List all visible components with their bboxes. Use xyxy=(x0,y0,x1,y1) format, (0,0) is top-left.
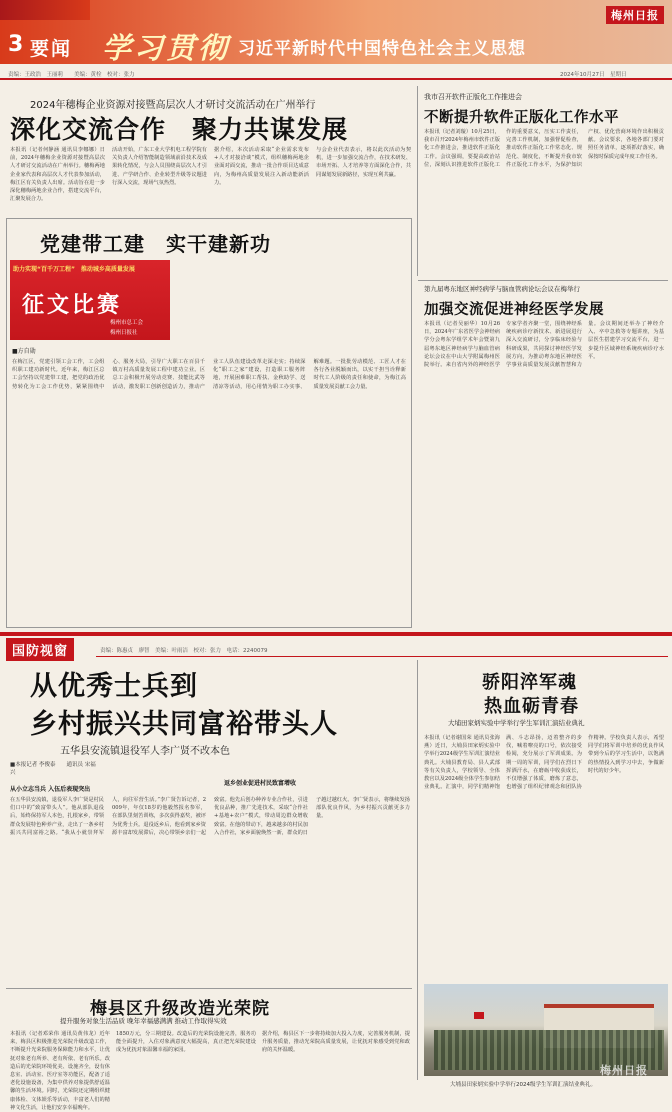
col-divider-bottom xyxy=(417,660,418,1080)
story1-title: 深化交流合作 聚力共谋发展 xyxy=(10,115,349,144)
defense-title-1: 从优秀士兵到 xyxy=(30,671,198,702)
story3-title: 加强交流促进神经医学发展 xyxy=(424,301,604,318)
page-number: 3 xyxy=(8,32,24,57)
defense-byline: ■本报记者 李俊泰 通讯员 宋福兴 xyxy=(10,762,96,776)
header-rule xyxy=(0,78,672,80)
party-banner-sub: 征文比赛 xyxy=(22,292,123,318)
section-name: 要闻 xyxy=(30,38,73,60)
story5-col2: 1850万元，分三期建设。改造后的光荣院设施完善，服务功能全面提升，入住对象满意度大幅提高，真正把光荣院建设成为优抚对象温馨幸福的家园。 xyxy=(116,1031,256,1054)
story5-top-rule xyxy=(6,988,412,989)
defense-rule xyxy=(96,656,668,657)
story4-body: 本报讯（记者谢国荣 通讯员张海燕）近日，大埔县田家炳实验中学举行2024级学生军训汇演结业典礼。大埔县教育局、县人武部等有关负责人，学校领导、全体教官以及2024级全体学生参加结业典礼。汇演中，同学们精神饱满、斗志昂扬，迈着整齐的步伐，喊着嘹亮的口号，依次接受检阅，充分展示了军训成果。为期一周的军训，同学们在烈日下挥洒汗水，在磨砺中收获成长，不仅增强了体质，磨炼了意志，也增强了组织纪律观念和团队协作精神。学校负责人表示，希望同学们将军训中培养的优良作风带到今后的学习生活中，以饱满的热情投入到学习中去，争做新时代的好少年。 xyxy=(424,735,664,791)
header-date: 2024年10月27日 星期日 xyxy=(560,72,627,78)
header-ornament xyxy=(0,0,90,20)
masthead-logo: 梅州日报 xyxy=(606,6,664,24)
defense-subhead: 从小立志当兵 入伍后表现突出 xyxy=(10,786,91,793)
story4-title-2: 热血砺青春 xyxy=(484,696,579,717)
story4-subtitle: 大埔田家炳实验中学举行学生军训汇演结业典礼 xyxy=(448,719,585,727)
watermark: 梅州日报 xyxy=(600,1064,648,1077)
story4-photo-caption: 大埔县田家炳实验中学举行2024级学生军训汇演结业典礼。 xyxy=(450,1082,596,1088)
story3-top-rule xyxy=(418,280,668,281)
defense-band xyxy=(0,632,672,636)
story3-kicker: 第九届粤东地区神经病学与脑血管病论坛会议在梅举行 xyxy=(424,285,580,293)
party-title: 党建带工建 实干建新功 xyxy=(40,232,271,256)
story2-title: 不断提升软件正版化工作水平 xyxy=(424,109,619,126)
story5-subtitle: 提升服务对象生活品质 晚年幸福感满满 推动工作取得实效 xyxy=(60,1017,227,1025)
party-body: 在梅江区，党建引领工会工作，工会组织职工建功新时代。近年来，梅江区总工会坚持以党建带工建，把党的政治优势转化为工会工作优势，紧紧围绕中心、服务大局，引导广大职工在百县千镇万村高质量发展工程中建功立业。区总工会积极开展劳动竞赛、技能比武等活动，激发职工创新创造活力，推动产业工人队伍建设改革走深走实；持续深化“职工之家”建设，打造职工服务阵地，开展困难职工帮扶、金秋助学、送清凉等活动，用心用情为职工办实事、解难题。一批批劳动模范、工匠人才在各行各业脱颖而出，以实干担当诠释新时代工人阶级的责任和使命，为梅江高质量发展贡献工会力量。 xyxy=(12,359,406,390)
photo-flag xyxy=(474,1012,484,1019)
defense-subhead-2: 返乡创业促进村民致富增收 xyxy=(224,780,297,787)
defense-section-label: 国防视窗 xyxy=(6,638,74,661)
defense-body: 在五华县安流镇，退役军人李广贤是村民们口中的“致富带头人”。他从部队退役后，始终保持军人本色，扎根家乡，带领群众发展特色种养产业，走出了一条乡村振兴共同富裕之路。“我从小就崇拜军人，向往军营生活。”李广贤告诉记者，2009年，年仅18岁的他毅然报名参军，在部队里刻苦训练，多次获得嘉奖，被评为优秀士兵。退役返乡后，他看到家乡资源丰富却发展滞后，决心带领乡亲们一起致富。他先后创办种养专业合作社，引进优良品种，推广先进技术，采取“合作社+基地+农户”模式，带动周边群众增收致富。在他的带动下，越来越多的村民加入合作社，家乡面貌焕然一新，群众的日子越过越红火。李广贤表示，将继续发扬部队优良作风，为乡村振兴贡献更多力量。 xyxy=(10,797,410,836)
story4-title-1: 骄阳淬军魂 xyxy=(482,672,577,693)
story2-kicker: 我市召开软件正版化工作推进会 xyxy=(424,93,522,101)
story5-col3: 据介绍，梅县区下一步将持续加大投入力度，完善服务机制，提升服务质量，推动光荣院高质量发展，让优抚对象感受到党和政府的关怀温暖。 xyxy=(262,1031,410,1054)
defense-subtitle: 五华县安流镇退役军人李广贤不改本色 xyxy=(60,746,230,757)
defense-title-2: 乡村振兴共同富裕带头人 xyxy=(30,709,338,740)
story1-col3: 据介绍，本次活动采取“企业需求发布+人才对接洽谈”模式，组织穗梅两地企业面对面交流，推动一批合作项目达成意向，为梅州高质量发展注入新动能新活力。 xyxy=(214,147,309,186)
story5-title: 梅县区升级改造光荣院 xyxy=(90,999,270,1019)
defense-editors: 责编：陈惠贞 廖智 美编：叶雨洁 校对：张力 电话：2240079 xyxy=(100,648,268,654)
header-editors: 责编：王政浩 王丽莉 美编：黄栓 校对：张力 xyxy=(8,72,135,78)
slogan-text: 习近平新时代中国特色社会主义思想 xyxy=(238,39,526,59)
story5-body: 本报讯（记者邓荣伟 通讯员黄伟龙）近年来，梅县区积极推进光荣院升级改造工作，不断提升光荣院服务保障能力和水平，让优抚对象老有所养、老有所依、老有所乐。改造后的光荣院环境优美、设施齐全，设有休息室、活动室、医疗室等功能区，配备了适老化设施设备，为集中供养对象提供舒适温馨的生活环境。同时，光荣院还定期组织健康体检、文体娱乐等活动，丰富老人们的精神文化生活，让他们安享幸福晚年。 xyxy=(10,1031,110,1111)
story1-col4: 与会企业代表表示，将以此次活动为契机，进一步加强交流合作，在技术研发、市场开拓、人才培养等方面深化合作，共同谋划发展新路径，实现互利共赢。 xyxy=(316,147,411,178)
party-org2: 梅州日报社 xyxy=(110,330,138,336)
story1-col2: 活动开始，广东工业大学机电工程学院有关负责人介绍智能制造领域前沿技术及成果转化情况，与会人员围绕高层次人才引进、产学研合作、企业转型升级等议题进行深入交流，现场气氛热烈。 xyxy=(112,147,207,186)
story1-col1: 本报讯（记者何静涵 通讯员李娜娜）日前，2024年穗梅企业资源对接暨高层次人才研讨交流活动在广州举行。穗梅两地企业家代表和高层次人才代表参加活动，梅江区有关负责人出席。活动旨在进一步深化穗梅两地企业合作，搭建交流平台，汇聚发展合力。 xyxy=(10,147,105,203)
story3-body: 本报讯（记者吴丽华）10月26日，2024年广东省医学会神经病学分会粤东学组学术年会暨第九届粤东地区神经病学与脑血管病论坛会议在中山大学附属梅州医院举行。来自省内外的神经医学专家学者齐聚一堂，围绕神经系统疾病诊疗新技术、新进展进行深入交流研讨，分享临床经验与科研成果，共同探讨神经医学发展方向，为推动粤东地区神经医学事业高质量发展贡献智慧和力量。会议期间还举办了神经介入、卒中急救等专题讲座，为基层医生搭建学习交流平台，进一步提升区域神经系统疾病诊疗水平。 xyxy=(424,321,664,369)
party-org1: 梅州市总工会 xyxy=(110,320,144,326)
party-byline: ■方自勋 xyxy=(12,348,36,355)
slogan-cursive: 学习贯彻 xyxy=(102,31,231,65)
story2-body: 本报讯（记者刘璇）10月25日，我市召开2024年梅州市软件正版化工作推进会，推进软件正版化工作。会议强调，要提高政治站位，深刻认识推进软件正版化工作的重要意义，压实工作责任，完善工作机制，加强督促检查，推动软件正版化工作常态化、规范化、制度化，不断提升我市软件正版化工作水平，为保护知识产权、优化营商环境作出积极贡献。会议要求，各地各部门要对照任务清单，逐项抓好落实，确保按时保质完成年度工作任务。 xyxy=(424,129,664,168)
party-banner-main: 助力实现“百千万工程” 推动城乡高质量发展 xyxy=(13,266,135,273)
col-divider-top xyxy=(417,86,418,276)
story1-kicker: 2024年穗梅企业资源对接暨高层次人才研讨交流活动在广州举行 xyxy=(30,100,316,111)
